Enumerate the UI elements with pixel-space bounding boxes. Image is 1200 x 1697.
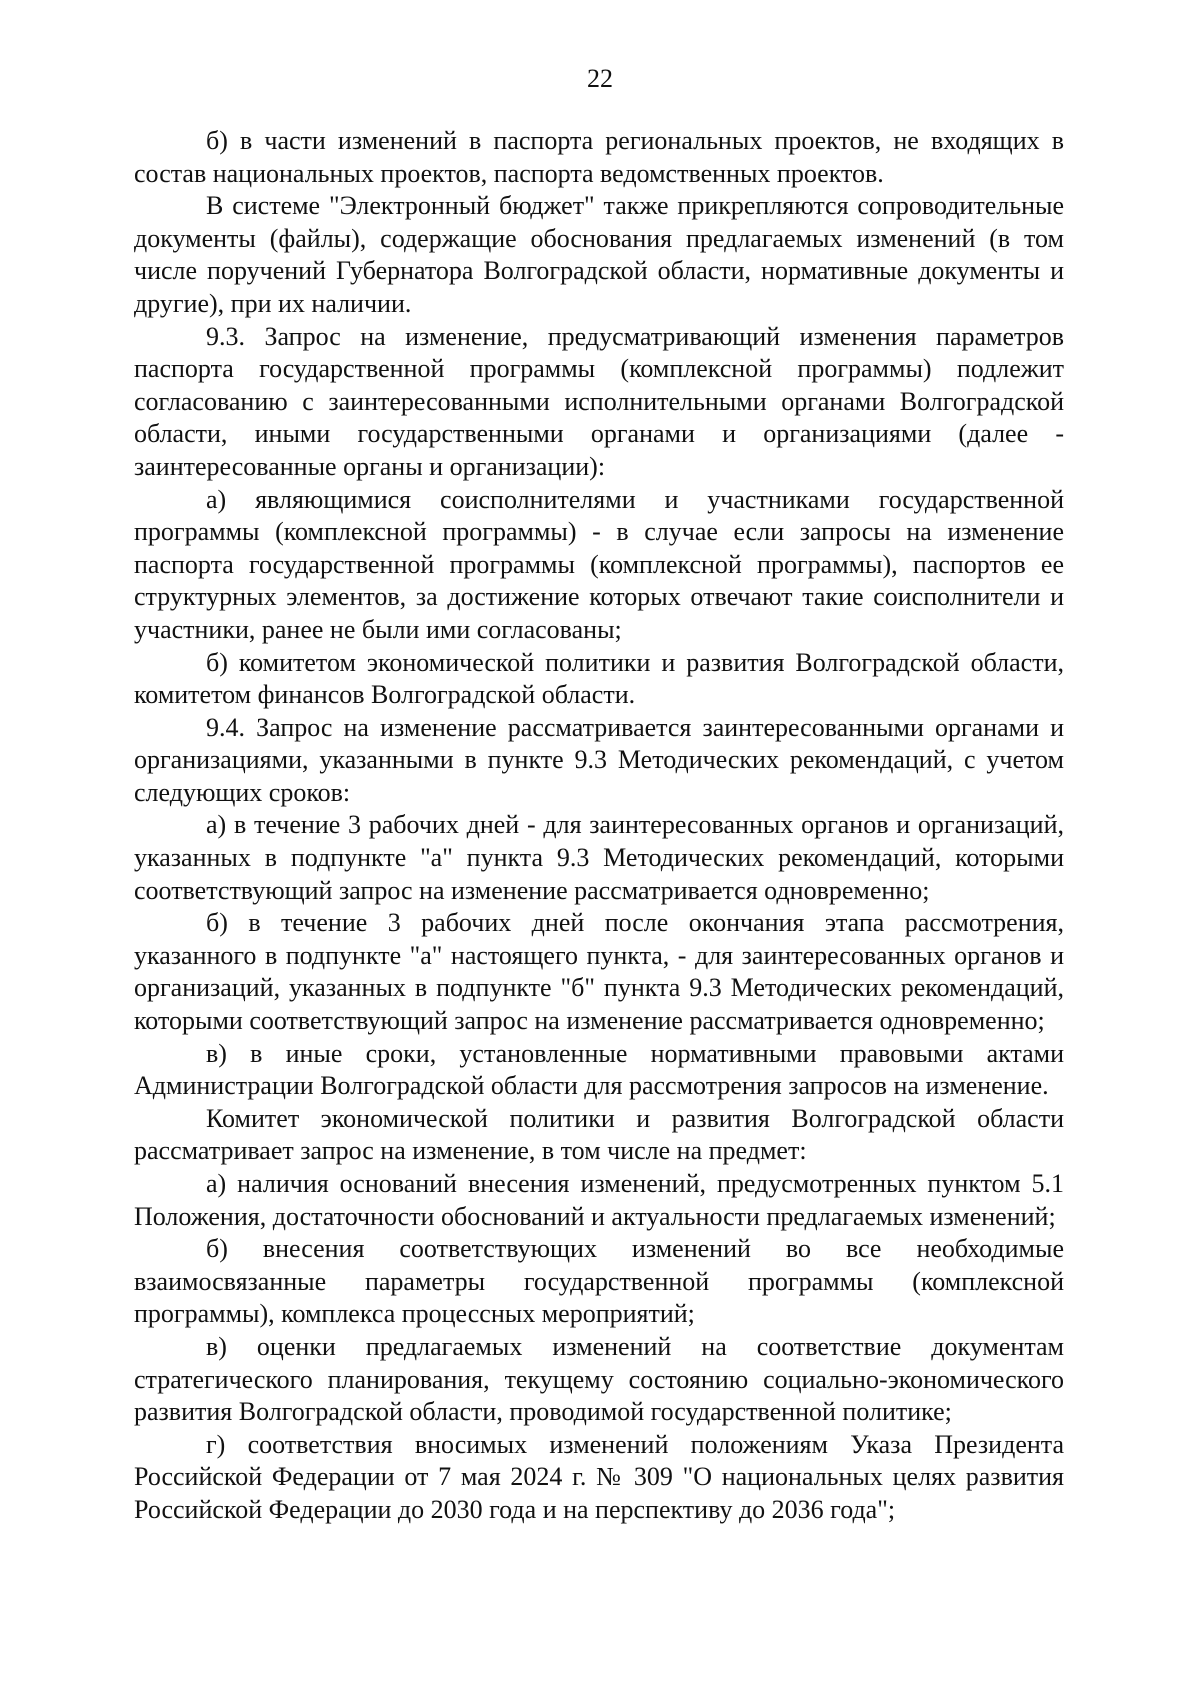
paragraph: а) наличия оснований внесения изменений, предусмотренных пунктом 5.1 Положения, достаточности обоснований и актуальности предлагаемых изменений; — [134, 1169, 1064, 1231]
paragraph: В системе "Электронный бюджет" также прикрепляются сопроводительные документы (файлы), содержащие обоснования предлагаемых изменений (в том числе поручений Губернатора Волгоградской области, нормативные документы и другие), при их наличии. — [134, 191, 1064, 318]
paragraph: б) в части изменений в паспорта региональных проектов, не входящих в состав национальных проектов, паспорта ведомственных проектов. — [134, 126, 1064, 188]
paragraph: а) являющимися соисполнителями и участниками государственной программы (комплексной программы) - в случае если запросы на изменение паспорта государственной программы (комплексной программы), паспортов ее структурных элементов, за достижение которых отвечают такие соисполнители и участники, ранее не были ими согласованы; — [134, 484, 1064, 644]
paragraph: б) в течение 3 рабочих дней после окончания этапа рассмотрения, указанного в подпункте "а" настоящего пункта, - для заинтересованных органов и организаций, указанных в подпункте "б" пункта 9.3 Методических рекомендаций, которыми соответствующий запрос на изменение рассматривается одновременно; — [134, 908, 1064, 1036]
paragraph: 9.4. Запрос на изменение рассматривается заинтересованными органами и организациями, указанными в пункте 9.3 Методических рекомендаций, с учетом следующих сроков: — [134, 712, 1064, 807]
paragraph: в) оценки предлагаемых изменений на соответствие документам стратегического планирования, текущему состоянию социально-экономического развития Волгоградской области, проводимой государственной политике; — [134, 1331, 1064, 1427]
paragraph: 9.3. Запрос на изменение, предусматривающий изменения параметров паспорта государственной программы (комплексной программы) подлежит согласованию с заинтересованными исполнительными органами Волгоградской области, иными государственными органами и организациями (далее - заинтересованные органы и организации): — [134, 321, 1064, 481]
paragraph: б) комитетом экономической политики и развития Волгоградской области, комитетом финансов Волгоградской области. — [134, 647, 1064, 710]
document-body — [134, 125, 1064, 1527]
paragraph: б) внесения соответствующих изменений во все необходимые взаимосвязанные параметры государственной программы (комплексной программы), комплекса процессных мероприятий; — [134, 1234, 1064, 1329]
paragraph: Комитет экономической политики и развития Волгоградской области рассматривает запрос на изменение, в том числе на предмет: — [134, 1103, 1064, 1166]
paragraph: г) соответствия вносимых изменений положениям Указа Президента Российской Федерации от 7 мая 2024 г. № 309 "О национальных целях развития Российской Федерации до 2030 года и на перспективу до 2036 года"; — [134, 1429, 1064, 1524]
page-number: 22 — [587, 64, 613, 93]
paragraph: а) в течение 3 рабочих дней - для заинтересованных органов и организаций, указанных в подпункте "а" пункта 9.3 Методических рекомендаций, которыми соответствующий запрос на изменение рассматривается одновременно; — [134, 810, 1064, 905]
paragraph: в) в иные сроки, установленные нормативными правовыми актами Администрации Волгоградской области для рассмотрения запросов на изменение. — [134, 1038, 1064, 1101]
